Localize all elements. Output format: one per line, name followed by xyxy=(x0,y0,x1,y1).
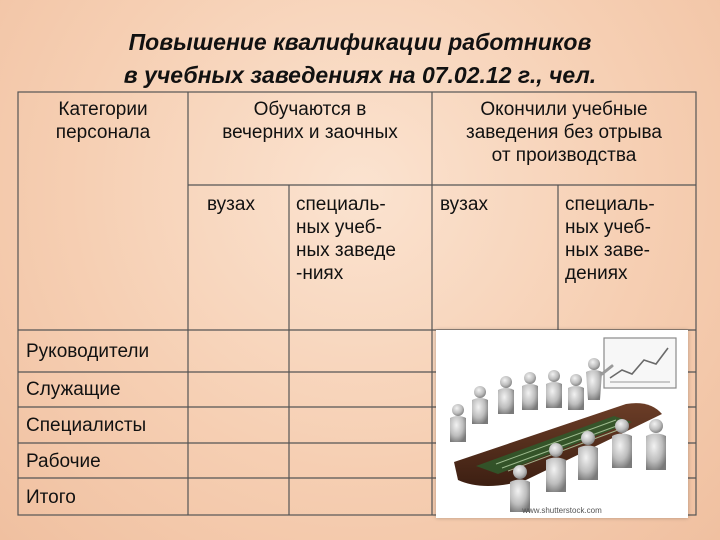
subheader-line: ных учеб- xyxy=(296,217,382,238)
subheader-line: ных заведе xyxy=(296,240,396,261)
title-line-1: Повышение квалификации работников xyxy=(128,29,592,55)
row-label-specialists: Специалисты xyxy=(26,415,147,436)
header-category-line: персонала xyxy=(55,122,151,143)
subheader-line: дениях xyxy=(565,263,628,284)
subheader-finished-special xyxy=(565,193,655,285)
subheader-evening-vuz: вузах xyxy=(207,194,255,215)
row-label-total: Итого xyxy=(26,487,76,508)
header-finished-line: от производства xyxy=(491,145,637,166)
header-finished-line: заведения без отрыва xyxy=(466,122,662,143)
row-label-employees: Служащие xyxy=(26,379,121,400)
photo-watermark: www.shutterstock.com xyxy=(522,506,602,515)
header-evening xyxy=(188,98,432,144)
header-evening-line: вечерних и заочных xyxy=(222,122,398,143)
slide-title xyxy=(0,26,720,92)
subheader-line: специаль- xyxy=(565,194,655,215)
row-label-managers: Руководители xyxy=(26,341,150,362)
subheader-line: -ниях xyxy=(296,263,344,284)
title-line-2: в учебных заведениях на 07.02.12 г., чел. xyxy=(123,62,597,88)
header-finished xyxy=(432,98,696,167)
subheader-line: ных учеб- xyxy=(565,217,651,238)
subheader-evening-special xyxy=(296,193,396,285)
header-finished-line: Окончили учебные xyxy=(480,99,648,120)
header-category xyxy=(18,98,188,144)
row-label-workers: Рабочие xyxy=(26,451,101,472)
subheader-line: ных заве- xyxy=(565,240,650,261)
subheader-line: специаль- xyxy=(296,194,386,215)
meeting-image-icon xyxy=(436,330,688,518)
header-evening-line: Обучаются в xyxy=(253,99,367,120)
header-category-line: Категории xyxy=(58,99,148,120)
business-meeting-illustration xyxy=(436,330,688,518)
subheader-finished-vuz: вузах xyxy=(440,194,488,215)
